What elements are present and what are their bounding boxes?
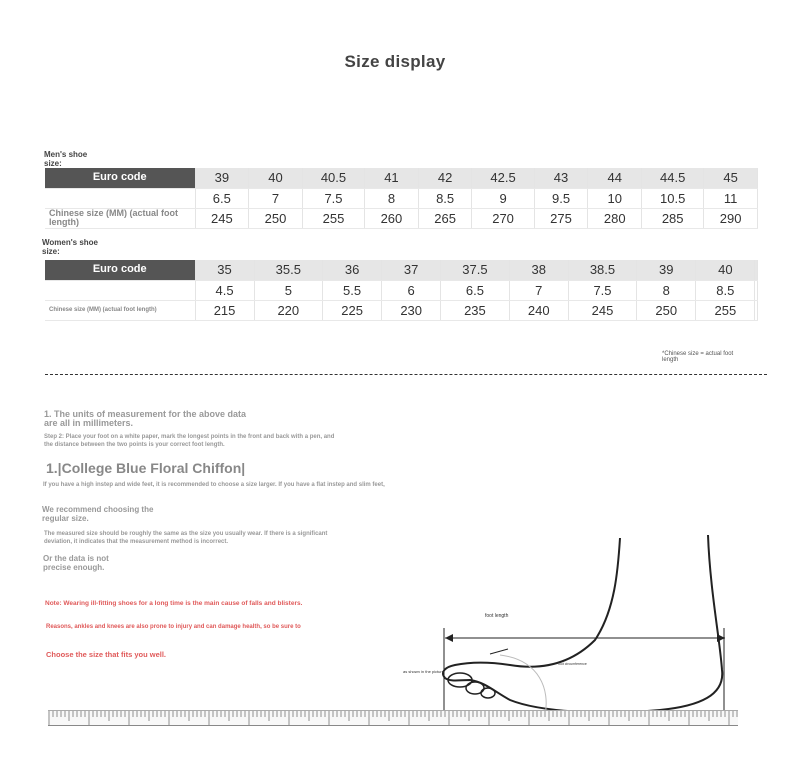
size-cell [755, 260, 758, 280]
mens-size-table [45, 168, 758, 229]
size-cell: 235 [441, 300, 509, 320]
size-cell: 37 [382, 260, 441, 280]
size-cell: 36 [323, 260, 382, 280]
size-cell: 215 [195, 300, 254, 320]
size-cell: 40 [696, 260, 755, 280]
size-cell: 250 [249, 208, 303, 228]
mens-chinese-row [45, 208, 758, 228]
womens-size-table [45, 260, 758, 321]
size-cell: 240 [509, 300, 568, 320]
size-cell: 8 [365, 188, 419, 208]
product-name: 1.|College Blue Floral Chiffon| [46, 460, 246, 476]
size-cell: 8 [637, 280, 696, 300]
or-data-text: Or the data is not precise enough. [43, 554, 109, 572]
step2-text: Step 2: Place your foot on a white paper, mark the longest points in the front and back with a pen, and the distance between the two points is your correct foot length. [44, 434, 335, 448]
arrow-left-icon [445, 634, 453, 642]
size-cell: 255 [302, 208, 364, 228]
mens-us-row [45, 188, 758, 208]
size-cell: 5 [254, 280, 322, 300]
size-cell: 42 [418, 168, 472, 188]
ruler [48, 710, 738, 726]
chinese-size-label: Chinese size (MM) (actual foot length) [45, 300, 195, 320]
us-size-label [45, 188, 195, 208]
size-cell: 35.5 [254, 260, 322, 280]
size-cell: 220 [254, 300, 322, 320]
size-cell: 40 [249, 168, 303, 188]
size-cell: 225 [323, 300, 382, 320]
size-cell: 44 [588, 168, 642, 188]
size-cell: 41 [365, 168, 419, 188]
warning-note: Note: Wearing ill-fitting shoes for a long time is the main cause of falls and blisters. [45, 600, 303, 607]
size-cell: 250 [637, 300, 696, 320]
size-cell: 7 [509, 280, 568, 300]
size-cell: 37.5 [441, 260, 509, 280]
size-cell: 9 [472, 188, 534, 208]
size-cell: 285 [642, 208, 704, 228]
size-cell: 9.5 [534, 188, 588, 208]
instep-text: If you have a high instep and wide feet, it is recommended to choose a size larger. If you have a flat instep and slim feet, [43, 482, 385, 488]
size-cell: 275 [534, 208, 588, 228]
mens-euro-row [45, 168, 758, 188]
size-cell: 39 [195, 168, 249, 188]
size-cell: 8.5 [418, 188, 472, 208]
chinese-size-label: Chinese size (MM) (actual foot length) [45, 208, 195, 228]
size-cell: 39 [637, 260, 696, 280]
page-title: Size display [344, 52, 446, 71]
size-cell [755, 280, 758, 300]
size-cell: 11 [704, 188, 758, 208]
size-cell: 255 [696, 300, 755, 320]
foot-diagram [400, 530, 730, 715]
foot-length-text: foot length [485, 613, 509, 619]
size-cell: 6.5 [441, 280, 509, 300]
size-cell: 38 [509, 260, 568, 280]
toe-3 [481, 688, 495, 698]
ruler-ticks [48, 711, 738, 727]
units-note: 1. The units of measurement for the above data are all in millimeters. [44, 409, 247, 428]
size-cell: 38.5 [568, 260, 636, 280]
womens-chinese-row [45, 300, 758, 320]
measured-text: The measured size should be roughly the same as the size you usually wear. If there is a significant deviation, it indicates that the measurement method is incorrect. [44, 531, 328, 545]
as-shown-text: as shown in the picture [403, 669, 444, 674]
euro-code-label: Euro code [45, 260, 195, 280]
circumference-text: foot circumference [558, 662, 587, 666]
size-cell: 42.5 [472, 168, 534, 188]
womens-us-row [45, 280, 758, 300]
size-cell: 6 [382, 280, 441, 300]
size-cell: 7.5 [568, 280, 636, 300]
recommend-text: We recommend choosing the regular size. [42, 505, 154, 523]
us-size-label [45, 280, 195, 300]
foot-outline [443, 535, 722, 712]
size-cell: 10.5 [642, 188, 704, 208]
euro-code-label: Euro code [45, 168, 195, 188]
size-cell: 290 [704, 208, 758, 228]
size-cell: 245 [195, 208, 249, 228]
chinese-size-note: *Chinese size = actual foot length [662, 351, 734, 363]
size-cell: 7.5 [302, 188, 364, 208]
size-cell: 40.5 [302, 168, 364, 188]
size-cell: 270 [472, 208, 534, 228]
size-cell: 35 [195, 260, 254, 280]
size-cell: 45 [704, 168, 758, 188]
size-cell: 6.5 [195, 188, 249, 208]
size-cell: 4.5 [195, 280, 254, 300]
size-cell: 245 [568, 300, 636, 320]
size-cell: 10 [588, 188, 642, 208]
size-cell: 230 [382, 300, 441, 320]
womens-label: Women's shoe size: [42, 238, 98, 256]
size-cell [755, 300, 758, 320]
womens-euro-row [45, 260, 758, 280]
choose-text: Choose the size that fits you well. [46, 650, 167, 659]
reasons-text: Reasons, ankles and knees are also prone to injury and can damage health, so be sure to [46, 624, 301, 630]
size-cell: 8.5 [696, 280, 755, 300]
size-cell: 7 [249, 188, 303, 208]
mens-label: Men's shoe size: [44, 150, 88, 168]
size-cell: 43 [534, 168, 588, 188]
pointer-line [490, 649, 508, 654]
size-cell: 280 [588, 208, 642, 228]
size-cell: 265 [418, 208, 472, 228]
size-cell: 5.5 [323, 280, 382, 300]
size-cell: 44.5 [642, 168, 704, 188]
dashed-divider [45, 374, 767, 375]
size-cell: 260 [365, 208, 419, 228]
